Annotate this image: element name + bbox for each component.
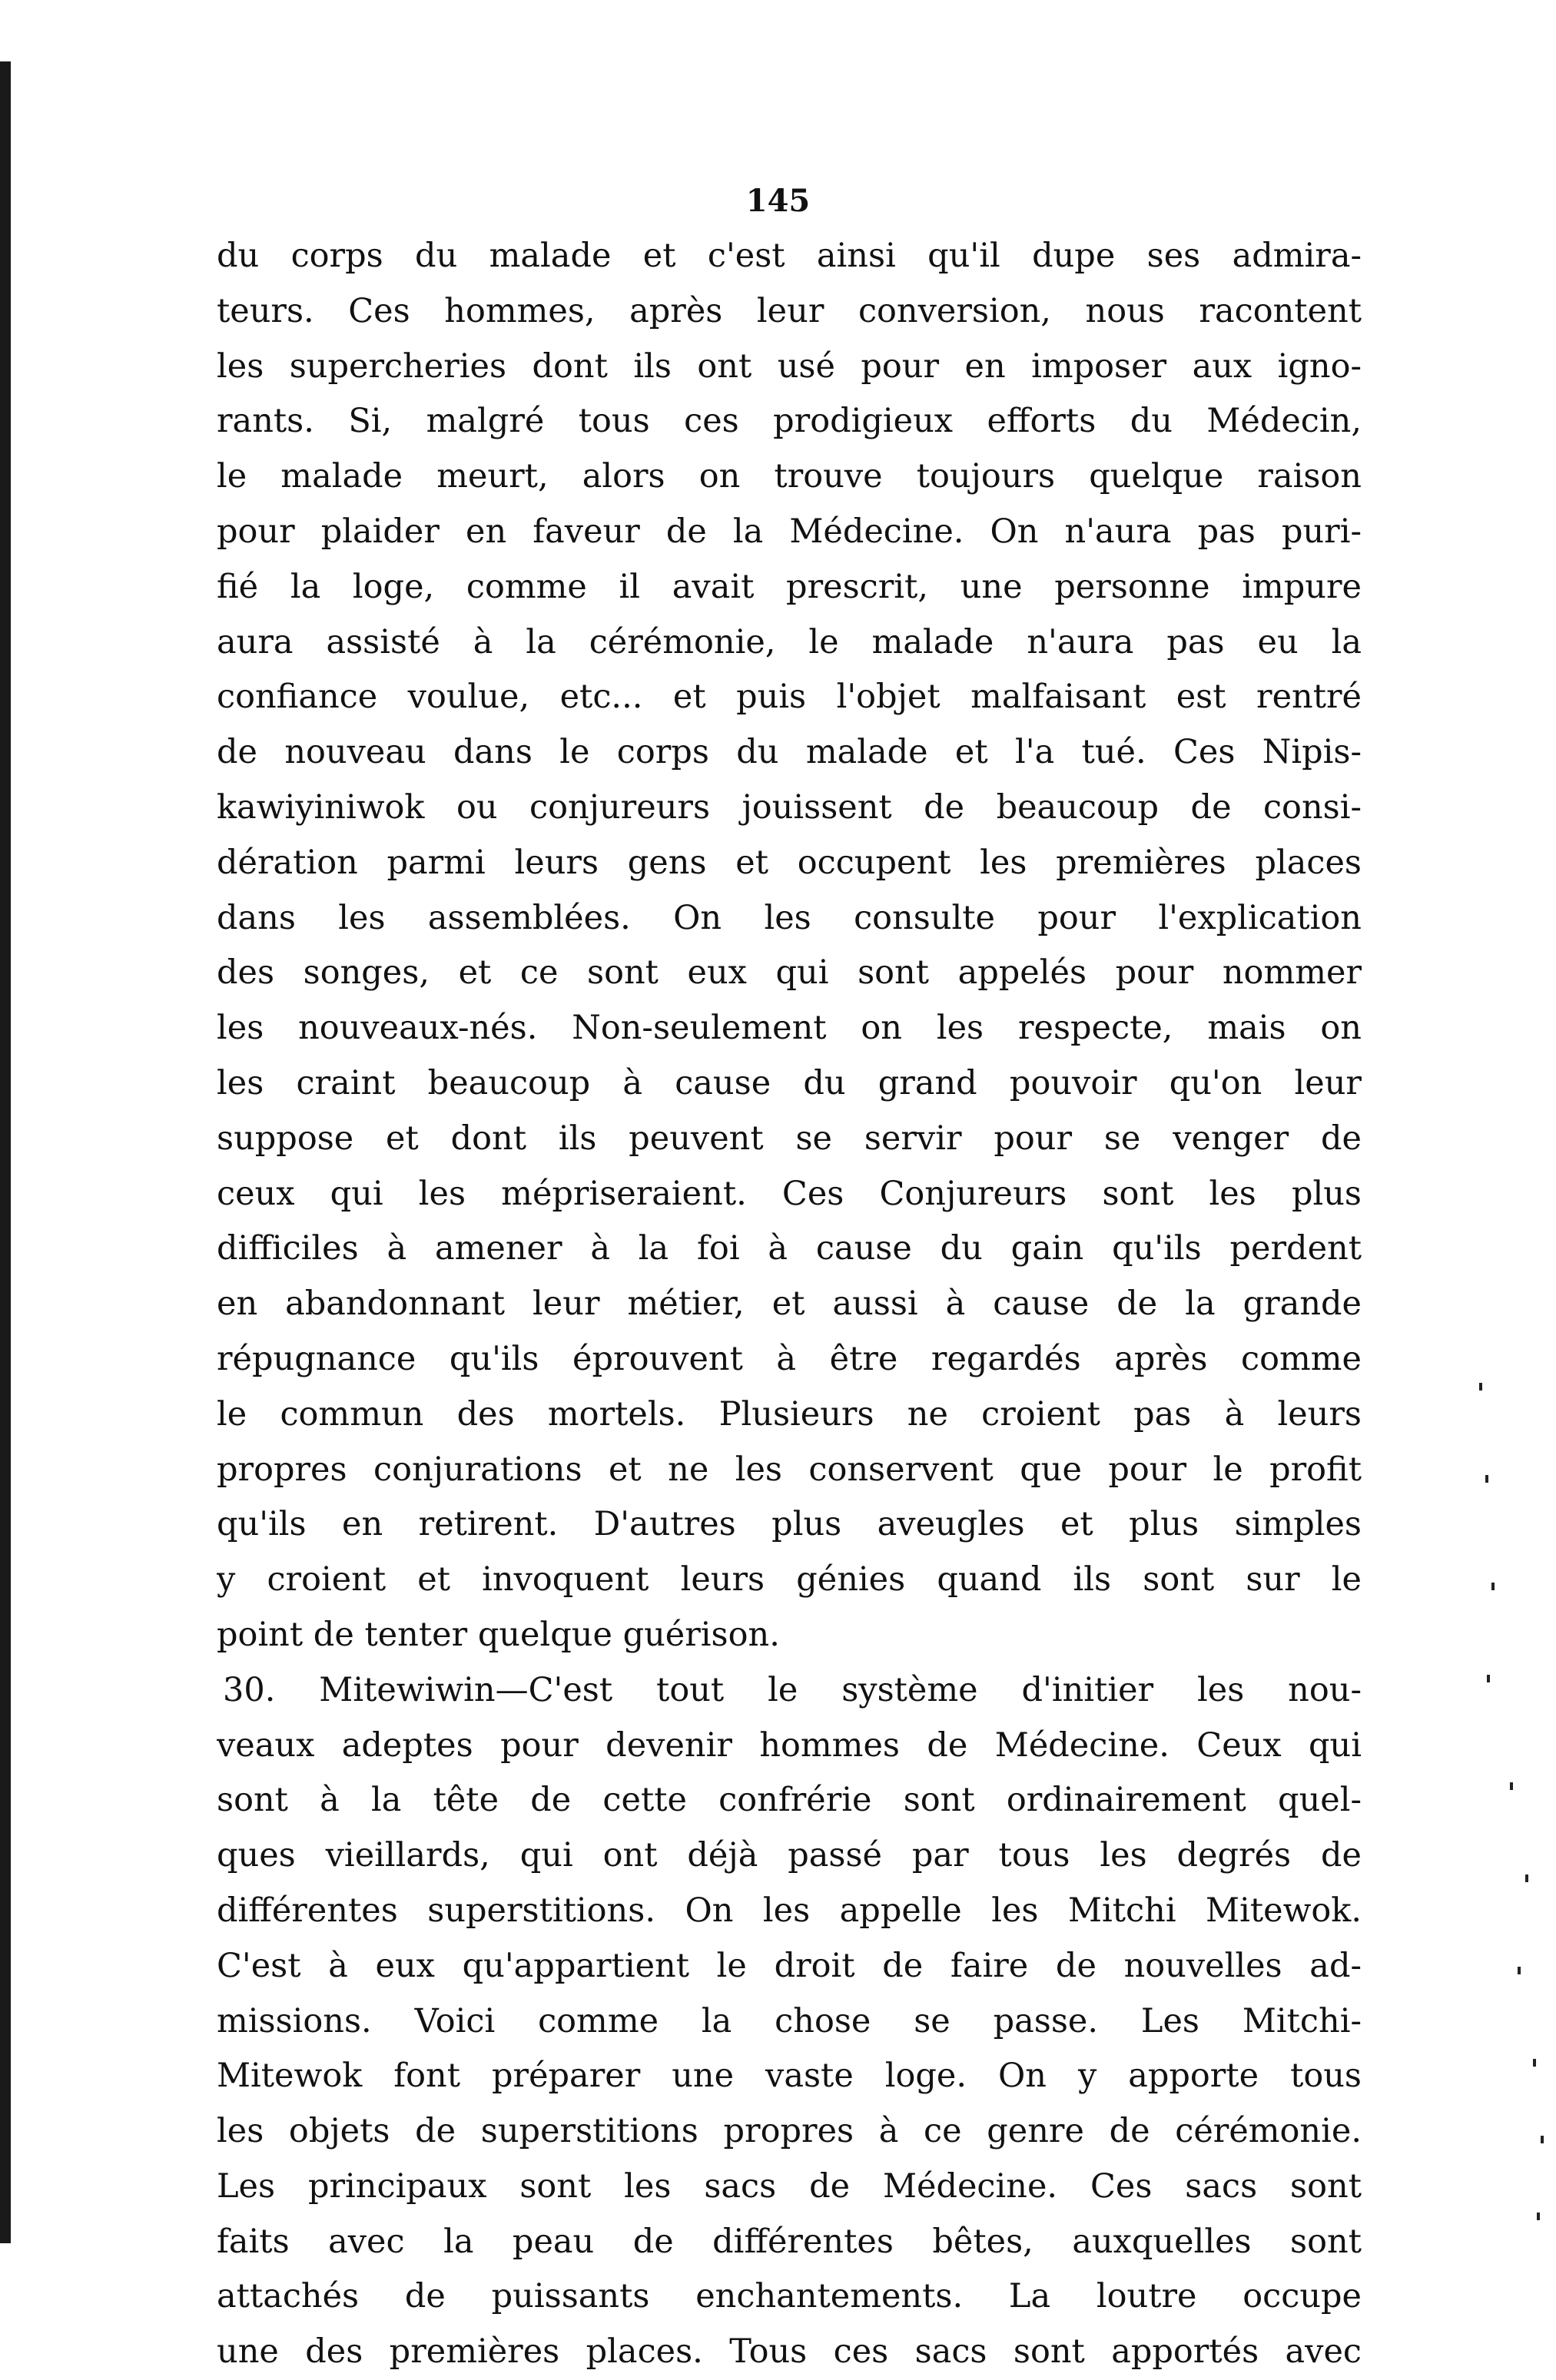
text-line: difficiles à amener à la foi à cause du gain qu'ils perdent — [217, 1229, 1362, 1268]
text-line: les supercheries dont ils ont usé pour en imposer aux igno- — [217, 346, 1362, 386]
scan-noise — [1464, 1383, 1556, 2305]
text-line: les nouveaux-nés. Non-seulement on les respecte, mais on — [217, 1009, 1362, 1048]
text-line: kawiyiniwok ou conjureurs jouissent de beaucoup de consi- — [217, 787, 1362, 827]
text-line: pour plaider en faveur de la Médecine. On n'aura pas puri- — [217, 512, 1362, 551]
text-line: missions. Voici comme la chose se passe. Les Mitchi- — [217, 2001, 1362, 2040]
text-line: une des premières places. Tous ces sacs sont apportés avec — [217, 2332, 1362, 2372]
text-line: en abandonnant leur métier, et aussi à cause de la grande — [217, 1284, 1362, 1324]
text-line: 30. Mitewiwin—C'est tout le système d'initier les nou- — [223, 1670, 1362, 1709]
page-number: 145 — [745, 183, 811, 219]
text-line: teurs. Ces hommes, après leur conversion, nous racontent — [217, 291, 1362, 330]
text-line: y croient et invoquent leurs génies quand ils sont sur le — [217, 1560, 1362, 1599]
text-line: les craint beaucoup à cause du grand pouvoir qu'on leur — [217, 1063, 1362, 1102]
scan-speck — [1525, 1874, 1528, 1882]
text-line: C'est à eux qu'appartient le droit de faire de nouvelles ad- — [217, 1946, 1362, 1985]
text-line: suppose et dont ils peuvent se servir pour se venger de — [217, 1119, 1362, 1158]
text-line: différentes superstitions. On les appelle les Mitchi Mitewok. — [217, 1891, 1362, 1930]
scan-speck — [1510, 1782, 1513, 1790]
scan-speck — [1479, 1383, 1482, 1391]
text-line: les objets de superstitions propres à ce genre de cérémonie. — [217, 2112, 1362, 2151]
scan-speck — [1487, 1675, 1490, 1682]
text-line: confiance voulue, etc... et puis l'objet malfaisant est rentré — [217, 678, 1362, 717]
text-line: attachés de puissants enchantements. La loutre occupe — [217, 2277, 1362, 2316]
text-line: ceux qui les mépriseraient. Ces Conjureurs sont les plus — [217, 1174, 1362, 1213]
text-line: répugnance qu'ils éprouvent à être regardés après comme — [217, 1339, 1362, 1378]
scan-speck — [1518, 1967, 1521, 1974]
text-line: propres conjurations et ne les conservent que pour le profit — [217, 1450, 1362, 1489]
text-line: le malade meurt, alors on trouve toujours quelque raison — [217, 457, 1362, 496]
body-text — [217, 229, 1362, 2380]
scan-speck — [1541, 2136, 1544, 2143]
scan-speck — [1485, 1475, 1488, 1483]
text-line: faits avec la peau de différentes bêtes, auxquelles sont — [217, 2222, 1362, 2261]
text-line: qu'ils en retirent. D'autres plus aveugles et plus simples — [217, 1505, 1362, 1544]
text-line: sont à la tête de cette confrérie sont ordinairement quel- — [217, 1781, 1362, 1820]
scan-speck — [1491, 1583, 1495, 1590]
text-line: ques vieillards, qui ont déjà passé par tous les degrés de — [217, 1836, 1362, 1875]
text-line: de nouveau dans le corps du malade et l'a tué. Ces Nipis- — [217, 733, 1362, 772]
scan-speck — [1533, 2059, 1536, 2067]
text-line: rants. Si, malgré tous ces prodigieux efforts du Médecin, — [217, 402, 1362, 441]
text-line: le commun des mortels. Plusieurs ne croient pas à leurs — [217, 1394, 1362, 1434]
text-line: Mitewok font préparer une vaste loge. On y apporte tous — [217, 2057, 1362, 2096]
text-line: veaux adeptes pour devenir hommes de Médecine. Ceux qui — [217, 1725, 1362, 1765]
text-line: Les principaux sont les sacs de Médecine. Ces sacs sont — [217, 2166, 1362, 2206]
scan-speck — [1537, 2213, 1540, 2220]
text-line: fié la loge, comme il avait prescrit, une personne impure — [217, 567, 1362, 606]
text-line: dans les assemblées. On les consulte pour l'explication — [217, 898, 1362, 937]
text-line: des songes, et ce sont eux qui sont appelés pour nommer — [217, 953, 1362, 993]
scan-edge-bar — [0, 61, 11, 2243]
text-line: point de tenter quelque guérison. — [217, 1615, 780, 1654]
text-line: aura assisté à la cérémonie, le malade n'aura pas eu la — [217, 622, 1362, 661]
text-line: du corps du malade et c'est ainsi qu'il dupe ses admira- — [217, 237, 1362, 275]
text-line: dération parmi leurs gens et occupent les premières places — [217, 843, 1362, 882]
